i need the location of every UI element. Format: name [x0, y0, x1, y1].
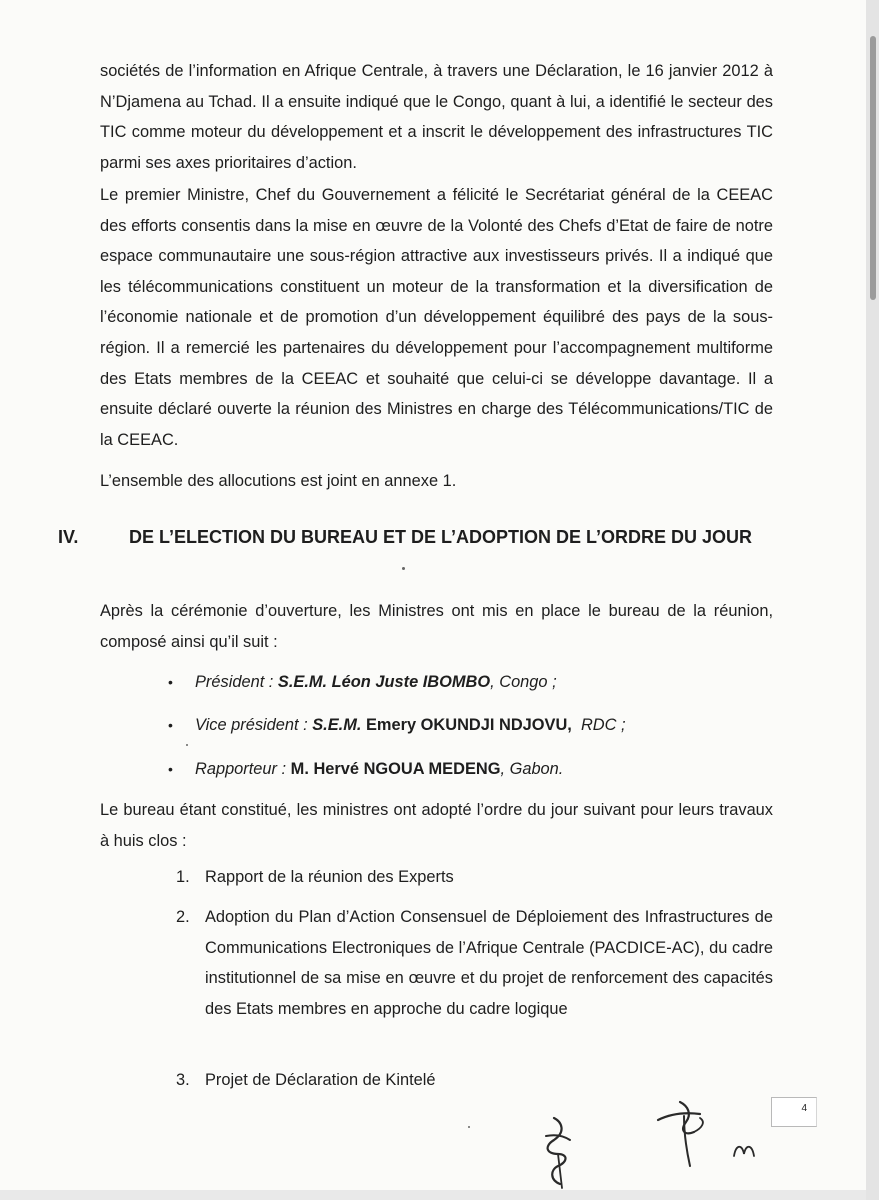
- bureau-country: , Gabon.: [500, 760, 564, 778]
- scan-speck: [402, 567, 405, 570]
- bureau-title-abbr: M.: [290, 760, 309, 778]
- viewer-scroll-track[interactable]: [866, 0, 879, 1200]
- agenda-item-number: 3.: [176, 1071, 190, 1089]
- bureau-member-name: Hervé NGOUA MEDENG: [313, 760, 501, 778]
- bureau-country: RDC ;: [580, 716, 626, 734]
- section-title: DE L’ELECTION DU BUREAU ET DE L’ADOPTION DE L’ORDRE DU JOUR: [129, 527, 753, 547]
- bureau-role: Rapporteur :: [195, 760, 287, 778]
- paragraph-opening-continued: sociétés de l’information en Afrique Centrale, à travers une Déclaration, le 16 janvier 2012 à N’Djamena au Tchad. Il a ensuite indiqué que le Congo, quant à lui, a identifié le secteur des TIC comme moteur du développement et a inscrit le développement des infrastructures TIC parmi ses axes prioritaires d’action.: [100, 62, 773, 172]
- bureau-member-name: Emery OKUNDJI NDJOVU,: [366, 716, 572, 734]
- page-bottom-edge: [0, 1190, 866, 1200]
- agenda-item-number: 1.: [176, 868, 190, 886]
- agenda-item-text: Adoption du Plan d’Action Consensuel de Déploiement des Infrastructures de Communications Electroniques de l’Afrique Centrale (PACDICE-AC), du cadre institutionnel de sa mise en œuvre et du projet de renforcement des capacités des Etats membres en approche du cadre logique: [205, 908, 773, 1018]
- bureau-title-abbr: S.E.M.: [312, 716, 362, 734]
- bullet-icon: •: [168, 674, 173, 690]
- bureau-country: , Congo ;: [490, 673, 557, 691]
- agenda-item-text: Projet de Déclaration de Kintelé: [205, 1071, 436, 1089]
- agenda-item-number: 2.: [176, 908, 190, 926]
- paragraph-bureau-intro: Après la cérémonie d’ouverture, les Ministres ont mis en place le bureau de la réunion, composé ainsi qu’il suit :: [100, 602, 773, 651]
- bureau-member-name: S.E.M. Léon Juste IBOMBO: [277, 673, 491, 691]
- page-number: 4: [801, 1103, 807, 1114]
- paragraph-prime-minister: Le premier Ministre, Chef du Gouvernement a félicité le Secrétariat général de la CEEAC des efforts consentis dans la mise en œuvre de la Volonté des Chefs d’Etat de faire de notre espace communautaire une sous-région attractive aux investisseurs privés. Il a indiqué que les télécommunications constituent un moteur de la transformation et la diversification de l’économie nationale et de promotion d’un développement équilibré des pays de la sous-région. Il a remercié les partenaires du développement pour l’accompagnement multiforme des Etats membres de la CEEAC et souhaité que celui-ci se développe davantage. Il a ensuite déclaré ouverte la réunion des Ministres en charge des Télécommunications/TIC de la CEEAC.: [100, 186, 773, 449]
- page-number-box: [771, 1097, 817, 1127]
- handwritten-initial-right: [650, 1092, 770, 1172]
- scan-speck: [186, 744, 188, 746]
- bullet-icon: •: [168, 717, 173, 733]
- handwritten-initial-left: [532, 1110, 592, 1190]
- paragraph-annex-note: L’ensemble des allocutions est joint en annexe 1.: [100, 472, 457, 490]
- bullet-icon: •: [168, 761, 173, 777]
- bureau-role: Vice président :: [195, 716, 308, 734]
- bureau-role: Président :: [195, 673, 274, 691]
- paragraph-agenda-intro: Le bureau étant constitué, les ministres ont adopté l’ordre du jour suivant pour leurs travaux à huis clos :: [100, 801, 773, 850]
- section-number: IV.: [58, 527, 79, 547]
- scan-speck: [468, 1126, 470, 1128]
- viewer-scrollbar-thumb[interactable]: [870, 36, 876, 300]
- agenda-item-text: Rapport de la réunion des Experts: [205, 868, 454, 886]
